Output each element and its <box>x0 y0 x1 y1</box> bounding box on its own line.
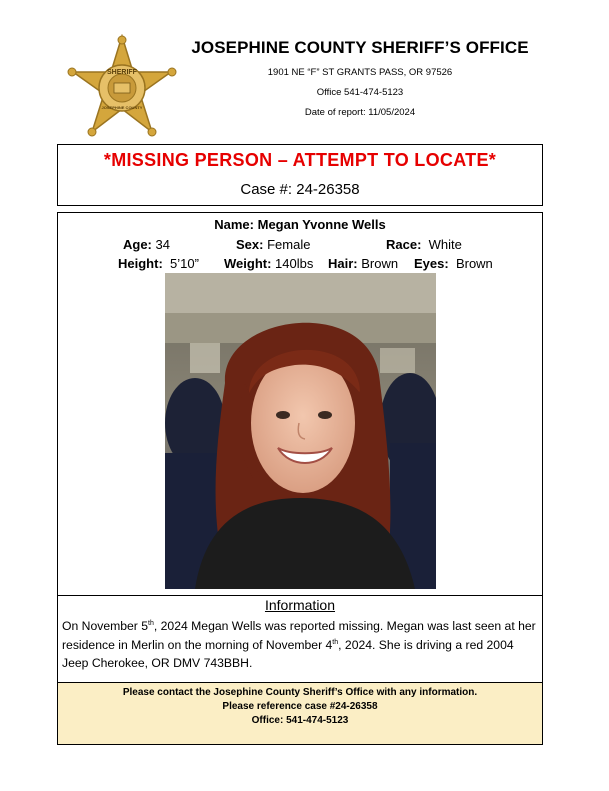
contact-panel <box>58 683 542 744</box>
alert-box <box>57 144 543 206</box>
height-field <box>118 256 199 271</box>
information-heading: Information <box>264 597 336 613</box>
contact-line-3: Office: 541-474-5123 <box>251 715 349 726</box>
case-number: Case #: 24-26358 <box>240 181 360 198</box>
missing-person-photo <box>165 273 436 589</box>
info-text-part-2: , 2024 Megan Wells was reported missing. Megan was last seen at her residence in Merlin on the morning of November 4 <box>62 619 536 652</box>
eyes-label: Eyes: <box>414 256 449 271</box>
hair-label: Hair: <box>328 256 358 271</box>
agency-name: JOSEPHINE COUNTY SHERIFF’S OFFICE <box>191 38 529 57</box>
eyes-field <box>414 256 493 271</box>
hair-field <box>328 256 398 271</box>
info-text-part-3: , 2024. She is driving a red 2004 Jeep Cherokee, OR DMV 743BBH. <box>62 637 514 670</box>
weight-field <box>224 256 313 271</box>
info-sup-1: th <box>148 619 154 627</box>
weight-label: Weight: <box>224 256 272 271</box>
contact-line-1: Please contact the Josephine County Sheriff’s Office with any information. <box>122 687 478 698</box>
race-label: Race: <box>386 237 422 252</box>
report-header <box>175 36 545 118</box>
person-name-line <box>58 217 542 232</box>
eyes-value: Brown <box>455 256 493 271</box>
person-details-box <box>57 212 543 745</box>
name-label: Name: <box>214 217 254 232</box>
office-phone: Office 541-474-5123 <box>316 87 404 98</box>
race-field <box>386 237 462 252</box>
information-text <box>62 617 538 673</box>
hair-value: Brown <box>361 256 399 271</box>
sex-value: Female <box>267 237 311 252</box>
height-value: 5’10” <box>170 256 199 271</box>
age-label: Age: <box>123 237 152 252</box>
contact-line-2: Please reference case #24-26358 <box>222 701 378 712</box>
badge-text-top: SHERIFF <box>107 69 137 76</box>
alert-title: *MISSING PERSON – ATTEMPT TO LOCATE* <box>103 150 497 170</box>
age-value: 34 <box>155 237 170 252</box>
report-date: Date of report: 11/05/2024 <box>304 107 416 118</box>
race-value: White <box>428 237 462 252</box>
height-label: Height: <box>118 256 163 271</box>
person-name: Megan Yvonne Wells <box>257 217 386 232</box>
badge-text-bottom: JOSEPHINE COUNTY <box>101 105 143 110</box>
section-divider <box>58 595 542 596</box>
weight-value: 140lbs <box>275 256 314 271</box>
sex-label: Sex: <box>236 237 264 252</box>
agency-address: 1901 NE “F” ST GRANTS PASS, OR 97526 <box>267 67 453 78</box>
age-field <box>123 237 170 252</box>
sex-field <box>236 237 310 252</box>
sheriff-star-badge-icon <box>66 34 178 140</box>
info-sup-2: th <box>332 638 339 646</box>
info-text-part-1: On November 5 <box>62 619 149 633</box>
